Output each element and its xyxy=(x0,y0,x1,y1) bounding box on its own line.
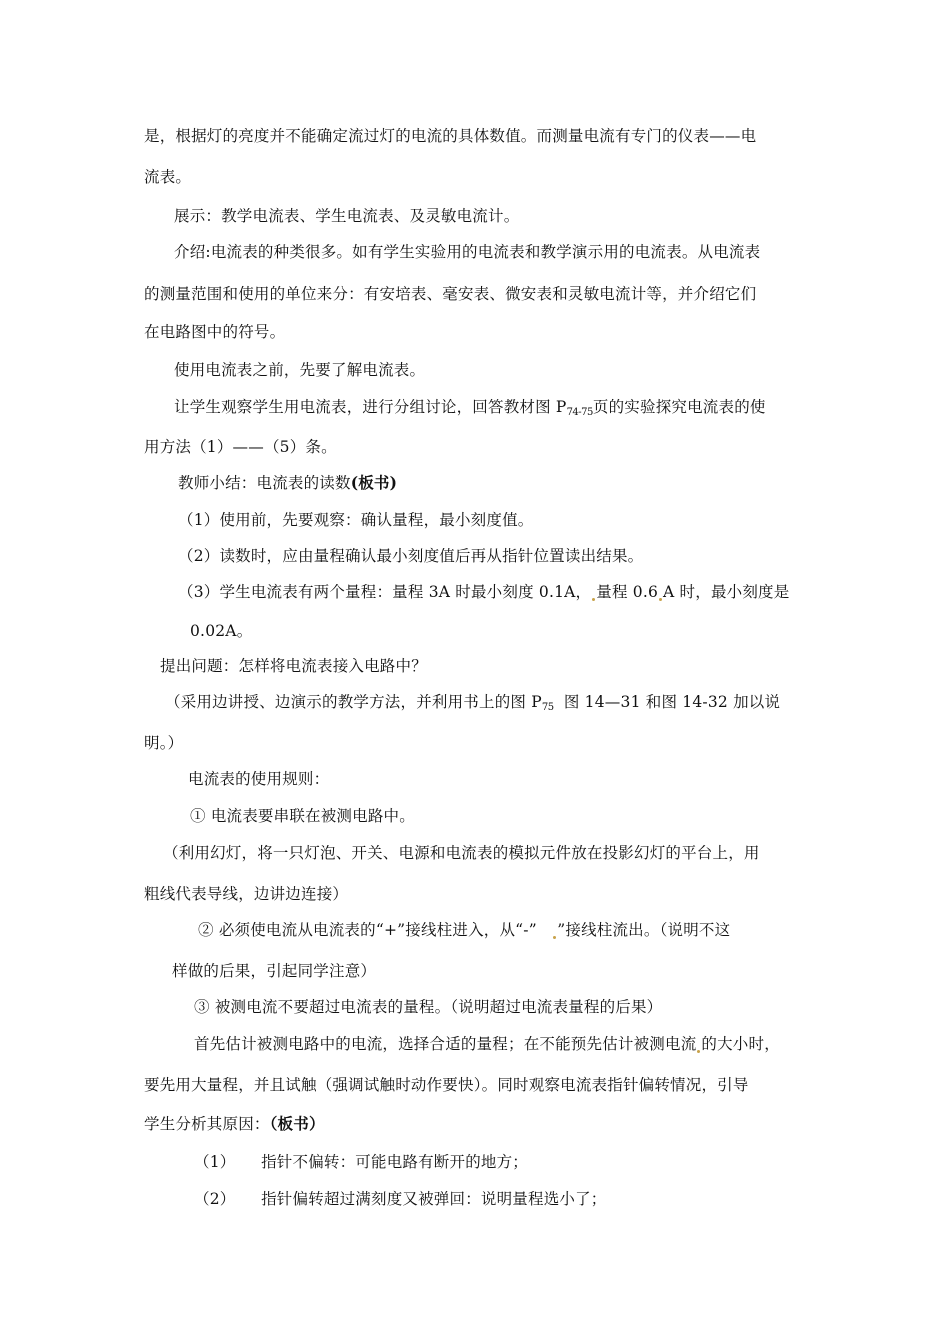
board-note-label: (板书) xyxy=(350,473,398,492)
paragraph-line: （利用幻灯，将一只灯泡、开关、电源和电流表的模拟元件放在投影幻灯的平台上，用 xyxy=(163,844,760,862)
paragraph-line xyxy=(174,397,766,423)
list-item xyxy=(194,1152,528,1172)
annotation-mark xyxy=(553,936,556,939)
paragraph-line: 展示：教学电流表、学生电流表、及灵敏电流计。 xyxy=(174,207,520,225)
paragraph-line: 明。） xyxy=(144,734,184,752)
list-item: （2）读数时，应由量程确认最小刻度值后再从指针位置读出结果。 xyxy=(178,547,644,565)
page-subscript: 75 xyxy=(541,702,554,713)
text-run: 页的实验探究电流表的使 xyxy=(592,398,766,416)
paragraph-line xyxy=(144,1114,325,1134)
text-run: A 时，最小刻度是 xyxy=(663,583,790,601)
page-range-subscript: 74-75 xyxy=(566,407,593,418)
rules-heading: 电流表的使用规则： xyxy=(188,770,330,788)
paragraph-line: 介绍:电流表的种类很多。如有学生实验用的电流表和教学演示用的电流表。从电流表 xyxy=(174,243,761,261)
paragraph-line: 在电路图中的符号。 xyxy=(144,323,286,341)
list-marker: （1） xyxy=(194,1153,236,1171)
text-run: 让学生观察学生用电流表，进行分组讨论，回答教材图 P xyxy=(174,398,567,416)
text-run: 指针不偏转：可能电路有断开的地方； xyxy=(261,1153,529,1171)
text-run: 图 14—31 和图 14-32 加以说 xyxy=(563,693,781,711)
text-run: 量程 0.6 xyxy=(596,583,659,601)
annotation-mark xyxy=(659,598,662,601)
annotation-mark xyxy=(697,1050,700,1053)
summary-heading xyxy=(178,473,397,493)
paragraph-line: 使用电流表之前，先要了解电流表。 xyxy=(174,361,426,379)
text-run: （3）学生电流表有两个量程：量程 3A 时最小刻度 0.1A， xyxy=(178,583,592,601)
question-heading: 提出问题：怎样将电流表接入电路中？ xyxy=(160,657,427,675)
text-run: ② 必须使电流从电流表的“+”接线柱进入，从“-” xyxy=(198,921,537,939)
rule-item: ③ 被测电流不要超过电流表的量程。（说明超过电流表量程的后果） xyxy=(194,998,663,1016)
paragraph-line: 的测量范围和使用的单位来分：有安培表、毫安表、微安表和灵敏电流计等，并介绍它们 xyxy=(144,285,757,303)
text-run: （采用边讲授、边演示的教学方法，并利用书上的图 P xyxy=(165,693,542,711)
rule-item xyxy=(198,920,730,940)
rule-item: ① 电流表要串联在被测电路中。 xyxy=(190,807,415,825)
text-run: 指针偏转超过满刻度又被弹回：说明量程选小了； xyxy=(261,1190,607,1208)
text-run: ”接线柱流出。（说明不这 xyxy=(557,921,731,939)
text-run: 首先估计被测电路中的电流，选择合适的量程；在不能预先估计被测电流 xyxy=(194,1035,697,1053)
paragraph-line: 0.02A。 xyxy=(190,622,253,640)
paragraph-line xyxy=(165,692,780,718)
paragraph-line: 是，根据灯的亮度并不能确定流过灯的电流的具体数值。而测量电流有专门的仪表——电 xyxy=(144,127,757,145)
paragraph-line: 用方法（1）——（5）条。 xyxy=(144,438,337,456)
text-run: 学生分析其原因： xyxy=(144,1115,270,1133)
board-note-label: （板书） xyxy=(269,1114,325,1133)
list-item xyxy=(178,582,789,602)
list-item xyxy=(194,1189,607,1209)
list-marker: （2） xyxy=(194,1190,236,1208)
text-run: 教师小结：电流表的读数 xyxy=(178,474,351,492)
paragraph-line xyxy=(194,1034,780,1054)
paragraph-line: 要先用大量程，并且试触（强调试触时动作要快）。同时观察电流表指针偏转情况，引导 xyxy=(144,1076,749,1094)
annotation-mark xyxy=(592,598,595,601)
text-run: 的大小时， xyxy=(701,1035,780,1053)
paragraph-line: 流表。 xyxy=(144,168,192,186)
paragraph-line: 粗线代表导线，边讲边连接） xyxy=(144,885,349,903)
paragraph-line: 样做的后果，引起同学注意） xyxy=(172,962,377,980)
list-item: （1）使用前，先要观察：确认量程，最小刻度值。 xyxy=(178,511,534,529)
